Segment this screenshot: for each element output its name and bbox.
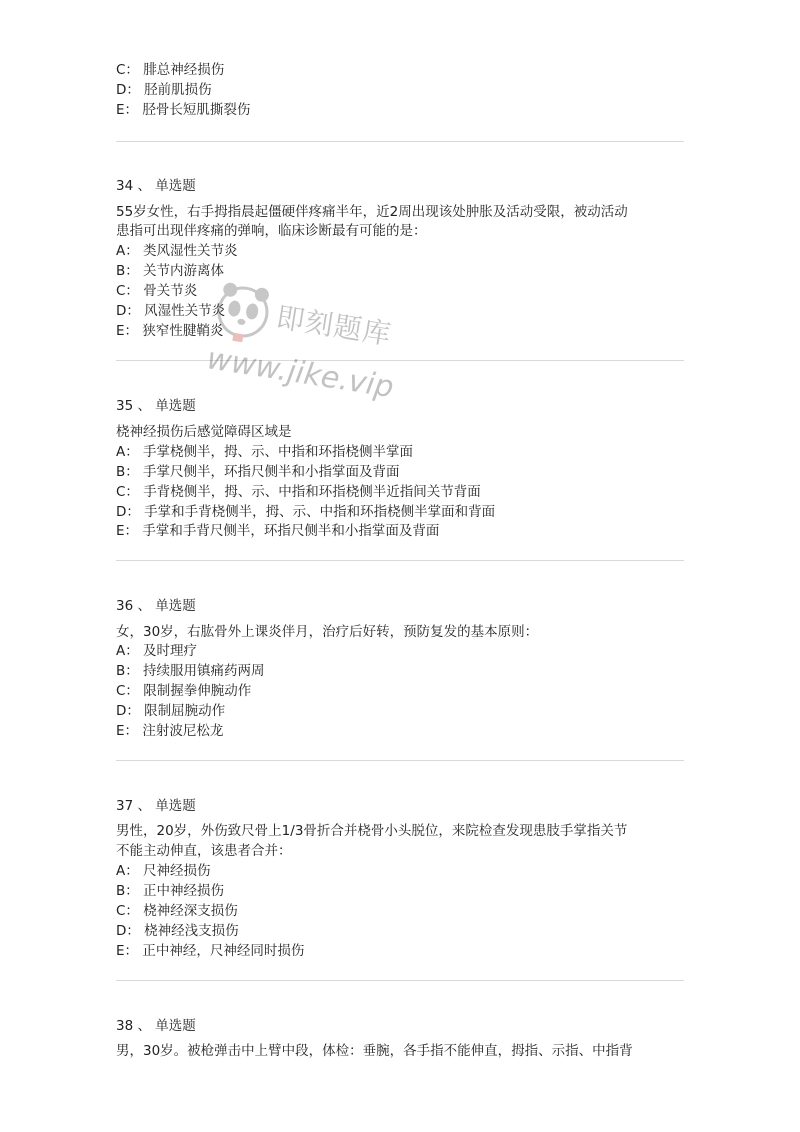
q34-option-b: B： 关节内游离体 bbox=[116, 263, 225, 279]
q35-option-b: B： 手掌尺侧半，环指尺侧半和小指掌面及背面 bbox=[116, 464, 400, 480]
q35-option-e: E： 手掌和手背尺侧半，环指尺侧半和小指掌面及背面 bbox=[116, 523, 440, 539]
q37-option-a: A： 尺神经损伤 bbox=[116, 863, 211, 879]
q37-stem-line-2: 不能主动伸直，该患者合并： bbox=[116, 843, 292, 859]
q36-option-c: C： 限制握拳伸腕动作 bbox=[116, 683, 252, 699]
q37-stem-line-1: 男性，20岁，外伤致尺骨上1/3骨折合并桡骨小头脱位，来院检查发现患肢手掌指关节 bbox=[116, 823, 628, 839]
q34-option-d: D： 风湿性关节炎 bbox=[116, 303, 226, 319]
q35-option-c: C： 手背桡侧半，拇、示、中指和环指桡侧半近指间关节背面 bbox=[116, 484, 481, 500]
divider bbox=[116, 360, 684, 361]
q37-option-d: D： 桡神经浅支损伤 bbox=[116, 923, 239, 939]
q35-option-d: D： 手掌和手背桡侧半，拇、示、中指和环指桡侧半掌面和背面 bbox=[116, 504, 496, 520]
q34-option-e: E： 狭窄性腱鞘炎 bbox=[116, 323, 224, 339]
q37-option-e: E： 正中神经，尺神经同时损伤 bbox=[116, 943, 305, 959]
q35-header: 35 、 单选题 bbox=[116, 398, 196, 414]
q34-option-c: C： 骨关节炎 bbox=[116, 283, 198, 299]
q36-option-d: D： 限制屈腕动作 bbox=[116, 703, 226, 719]
q35-stem-line-1: 桡神经损伤后感觉障碍区域是 bbox=[116, 424, 292, 440]
q34-option-a: A： 类风湿性关节炎 bbox=[116, 243, 238, 259]
q34-stem-line-2: 患指可出现伴疼痛的弹响，临床诊断最有可能的是： bbox=[116, 223, 427, 239]
q33-option-e: E： 胫骨长短肌撕裂伤 bbox=[116, 102, 251, 118]
watermark-brand: 即刻题库 bbox=[274, 300, 394, 352]
q34-header: 34 、 单选题 bbox=[116, 178, 196, 194]
q33-option-d: D： 胫前肌损伤 bbox=[116, 82, 212, 98]
q37-option-c: C： 桡神经深支损伤 bbox=[116, 903, 238, 919]
q33-option-c: C： 腓总神经损伤 bbox=[116, 62, 225, 78]
q37-header: 37 、 单选题 bbox=[116, 798, 196, 814]
q36-option-e: E： 注射波尼松龙 bbox=[116, 723, 224, 739]
divider bbox=[116, 560, 684, 561]
q36-header: 36 、 单选题 bbox=[116, 598, 196, 614]
watermark-url: www.jike.vip bbox=[204, 341, 397, 406]
divider bbox=[116, 980, 684, 981]
q36-option-a: A： 及时理疗 bbox=[116, 643, 198, 659]
divider bbox=[116, 141, 684, 142]
q36-stem-line-1: 女，30岁，右肱骨外上课炎伴月，治疗后好转，预防复发的基本原则： bbox=[116, 624, 539, 640]
q38-stem-line-1: 男，30岁。被枪弹击中上臂中段，体检：垂腕，各手指不能伸直，拇指、示指、中指背 bbox=[116, 1043, 633, 1059]
q34-stem-line-1: 55岁女性，右手拇指晨起僵硬伴疼痛半年，近2周出现该处肿胀及活动受限，被动活动 bbox=[116, 204, 628, 220]
q36-option-b: B： 持续服用镇痛药两周 bbox=[116, 663, 265, 679]
divider bbox=[116, 760, 684, 761]
q38-header: 38 、 单选题 bbox=[116, 1018, 196, 1034]
q37-option-b: B： 正中神经损伤 bbox=[116, 883, 225, 899]
q35-option-a: A： 手掌桡侧半，拇、示、中指和环指桡侧半掌面 bbox=[116, 444, 414, 460]
